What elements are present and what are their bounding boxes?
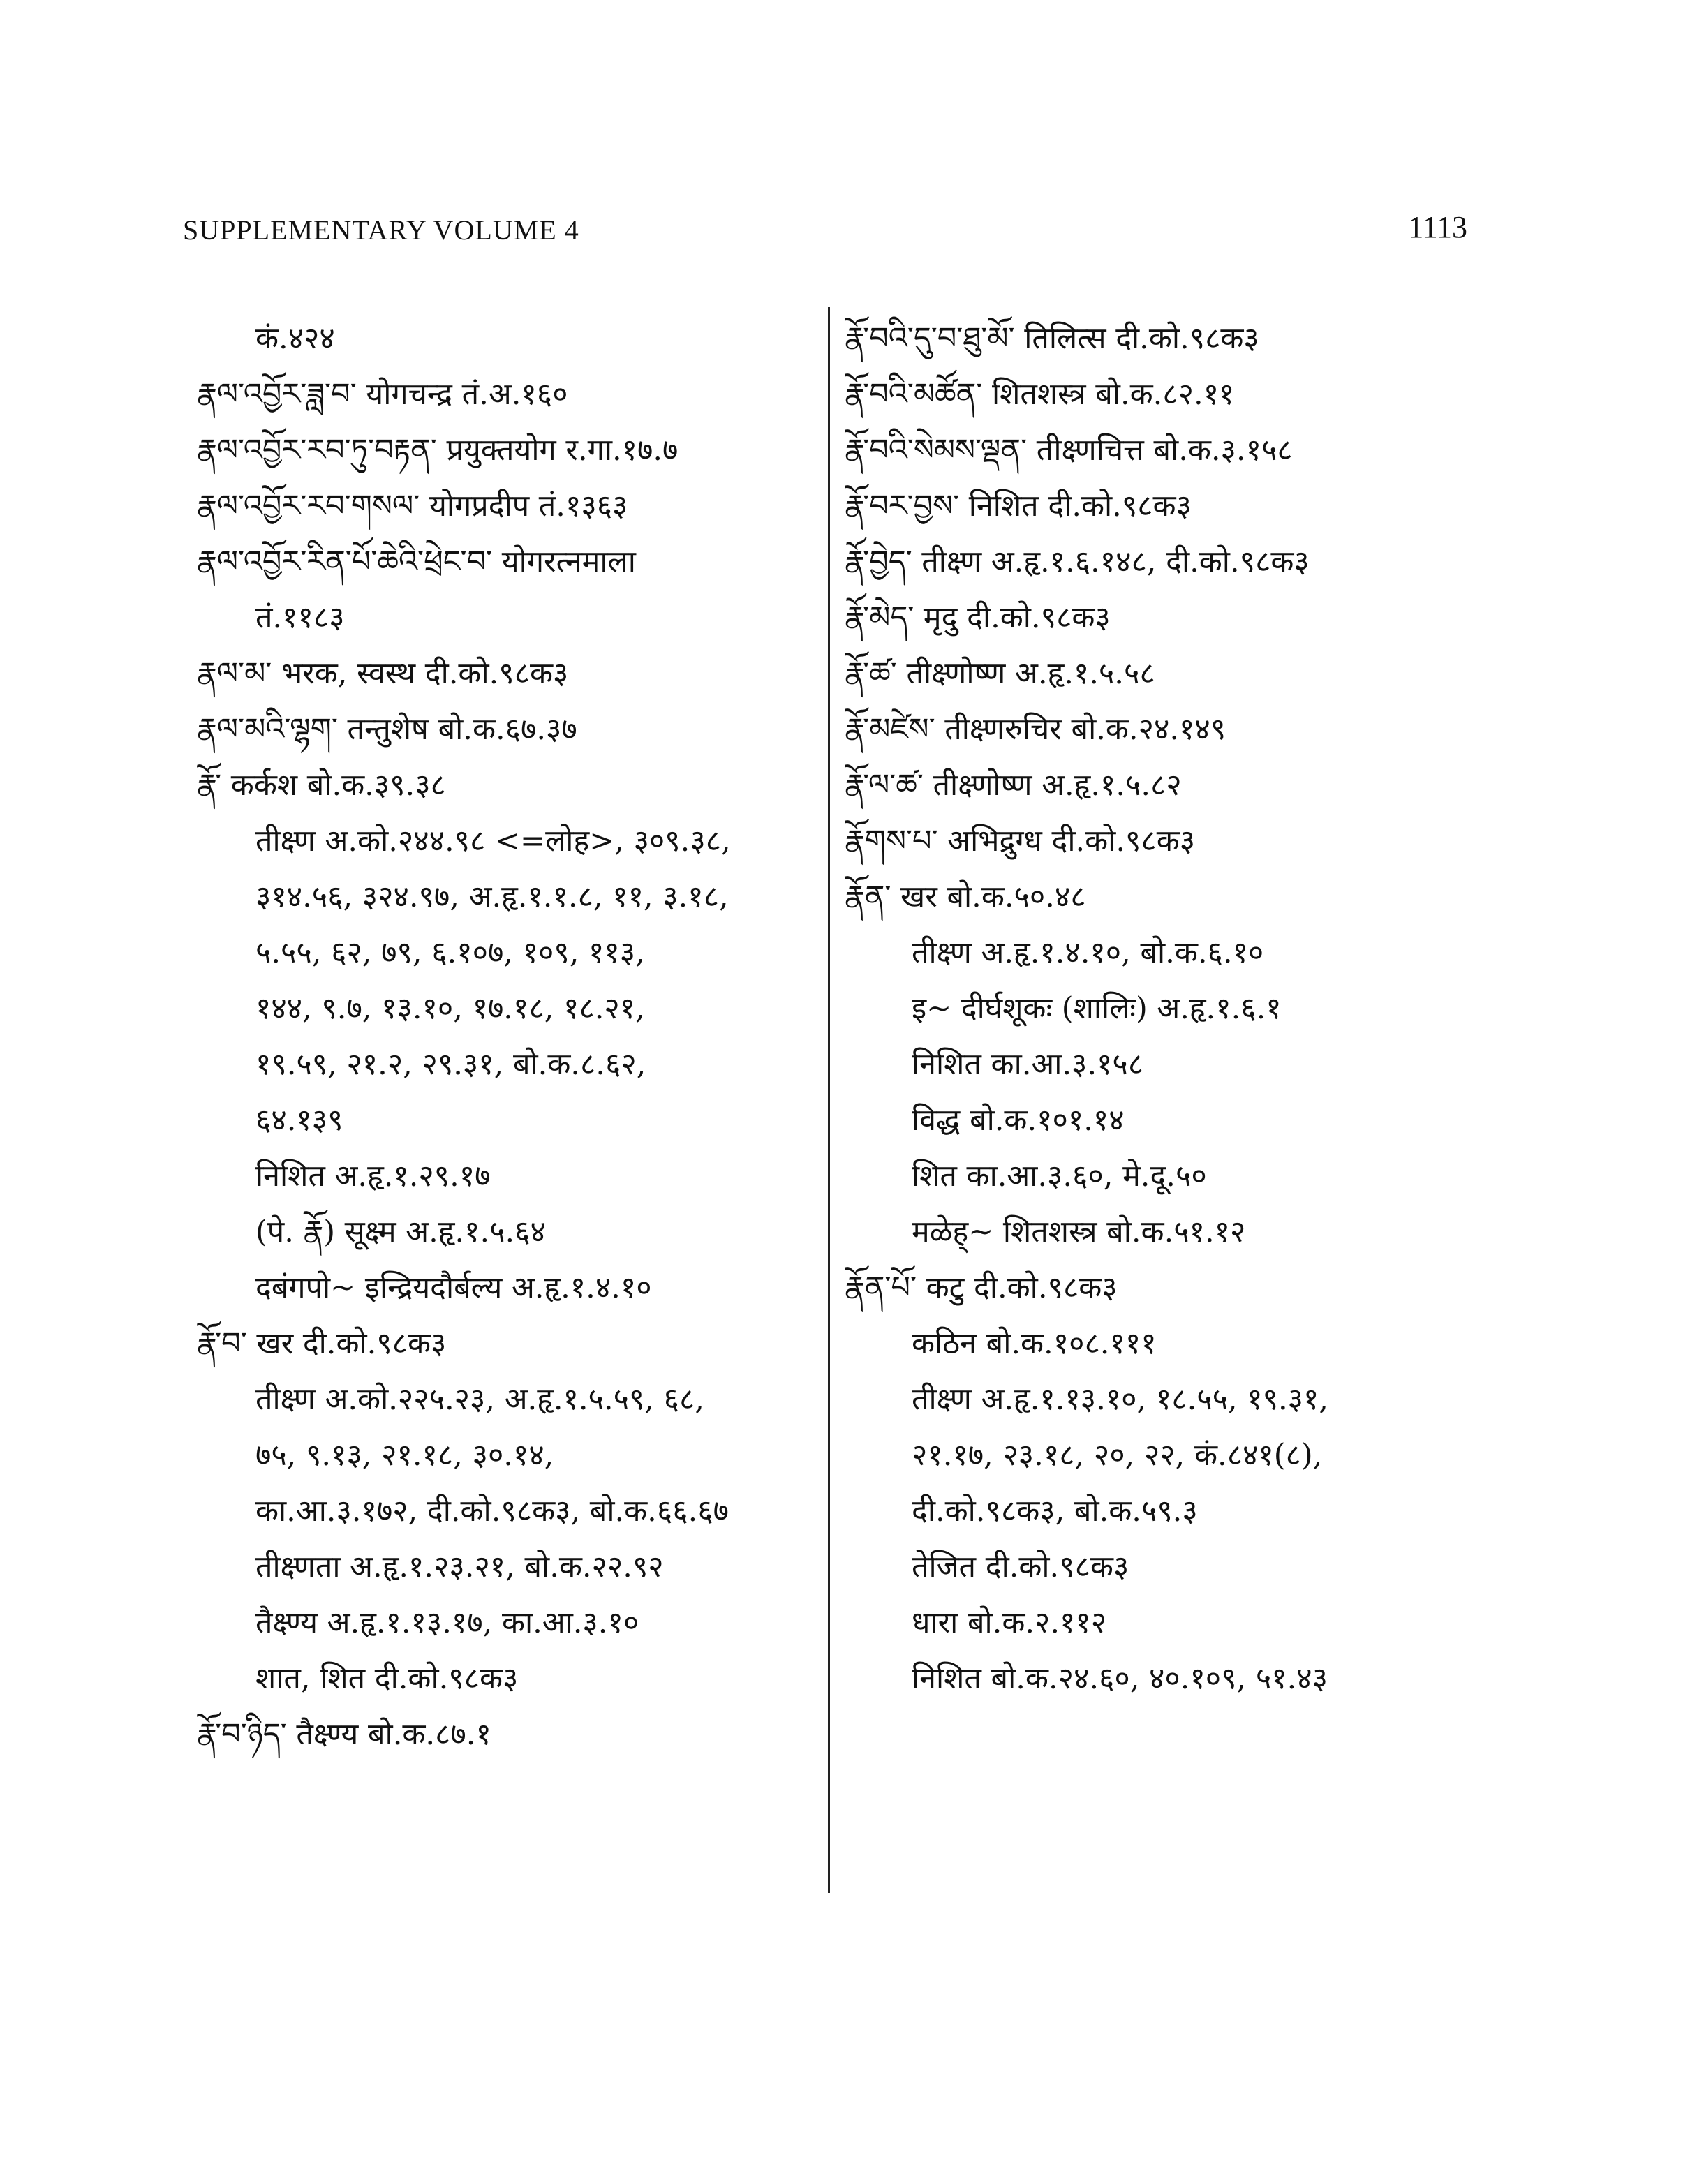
entry-line: कठिन बो.क.१०८.१११ — [912, 1326, 1157, 1361]
right-column — [845, 311, 1459, 1707]
column-divider — [828, 307, 830, 1893]
entry-line: ६४.१३९ — [255, 1103, 343, 1138]
entry-line: རྣོ་ कर्कश बो.क.३९.३८ — [197, 768, 446, 803]
entry-line: རྣོ་བ་ཉིད་ तैक्ष्ण्य बो.क.८७.१ — [197, 1717, 491, 1752]
entry-line: ३१४.५६, ३२४.९७, अ.हृ.१.१.८, ११, ३.१८, — [255, 879, 729, 914]
entry-line: मळेह्~ शितशस्त्र बो.क.५१.१२ — [912, 1214, 1246, 1249]
entry-line: ५.५५, ६२, ७९, ६.१०७, १०९, ११३, — [255, 935, 645, 970]
entry-line: རྣོ་ཚ་ तीक्ष्णोष्ण अ.हृ.१.५.५८ — [845, 656, 1155, 691]
left-column — [197, 311, 811, 1762]
entry-line: རྣོ་བའི་དུ་བ་ཐུ་མོ་ तिलित्स दी.को.९८क३ — [845, 321, 1259, 356]
entry-line: (पे. རྣོ) सूक्ष्म अ.हृ.१.५.६४ — [255, 1214, 546, 1249]
entry-line: ७५, ९.१३, २१.१८, ३०.१४, — [255, 1438, 554, 1473]
entry-line: རྣོན་ खर बो.क.५०.४८ — [845, 879, 1086, 914]
entry-line: རྣལ་མ་ भरक, स्वस्थ दी.को.९८क३ — [197, 656, 569, 691]
entry-line: विद्ध बो.क.१०१.१४ — [912, 1103, 1125, 1138]
entry-line: का.आ.३.१७२, दी.को.९८क३, बो.क.६६.६७ — [255, 1494, 729, 1529]
entry-line: तीक्ष्ण अ.हृ.१.१३.१०, १८.५५, १९.३१, — [912, 1382, 1329, 1417]
entry-line: རྣོ་མཛེས་ तीक्ष्णरुचिर बो.क.२४.१४९ — [845, 712, 1226, 747]
entry-line: རྣལ་མའི་ལྷག་ तन्तुशेष बो.क.६७.३७ — [197, 712, 577, 747]
entry-line: १९.५९, २१.२, २९.३१, बो.क.८.६२, — [255, 1047, 646, 1082]
entry-line: तीक्ष्ण अ.को.२४४.९८ <=लोह>, ३०९.३८, — [255, 824, 731, 859]
entry-line: རྣོ་ལ་ཚ་ तीक्ष्णोष्ण अ.हृ.१.५.८२ — [845, 768, 1182, 803]
entry-line: तीक्ष्णता अ.हृ.१.२३.२१, बो.क.२२.९२ — [255, 1550, 664, 1584]
entry-line: རྣོ་བའི་སེམས་ལྡན་ तीक्ष्णचित्त बो.क.३.१५८ — [845, 433, 1293, 468]
entry-line: तीक्ष्ण अ.हृ.१.४.१०, बो.क.६.१० — [912, 935, 1264, 970]
entry-line: རྣོ་བའི་མཚོན་ शितशस्त्र बो.क.८२.११ — [845, 377, 1235, 412]
entry-line: तैक्ष्ण्य अ.हृ.१.१३.१७, का.आ.३.१० — [255, 1605, 639, 1640]
entry-line: तीक्ष्ण अ.को.२२५.२३, अ.हृ.१.५.५९, ६८, — [255, 1382, 705, 1417]
entry-line: རྣལ་འབྱོར་རིན་པོ་ཆེའི་ཕྲེང་བ་ योगरत्नमाला — [197, 544, 636, 579]
page-header — [183, 209, 1467, 251]
entry-line: निशित का.आ.३.१५८ — [912, 1047, 1144, 1082]
entry-line: दबंगपो~ इन्द्रियदौर्बल्य अ.हृ.१.४.१० — [255, 1270, 652, 1305]
entry-line: རྣལ་འབྱོར་ཟླ་བ་ योगचन्द्र तं.अ.१६० — [197, 377, 568, 412]
entry-line: རྣལ་འབྱོར་རབ་ཏུ་བརྟན་ प्रयुक्तयोग र.गा.१७.७ — [197, 433, 679, 468]
entry-line: २१.१७, २३.१८, २०, २२, कं.८४१(८), — [912, 1438, 1323, 1473]
page-number: 1113 — [1408, 210, 1467, 244]
entry-line: རྣོན་པོ་ कटु दी.को.९८क३ — [845, 1270, 1118, 1305]
entry-line: दी.को.९८क३, बो.क.५९.३ — [912, 1494, 1198, 1529]
entry-line: རྣོ་བ་ खर दी.को.९८क३ — [197, 1326, 447, 1361]
entry-line: तेजित दी.को.९८क३ — [912, 1550, 1129, 1584]
entry-line: इ~ दीर्घशूकः (शालिः) अ.हृ.१.६.१ — [912, 991, 1282, 1026]
entry-line: धारा बो.क.२.११२ — [912, 1605, 1107, 1640]
entry-line: निशित अ.हृ.१.२९.१७ — [255, 1159, 491, 1194]
entry-line: १४४, ९.७, १३.१०, १७.१८, १८.२१, — [255, 991, 645, 1026]
entry-line: རྣོ་བར་བྱས་ निशित दी.को.९८क३ — [845, 489, 1192, 523]
entry-line: རྣལ་འབྱོར་རབ་གསལ་ योगप्रदीप तं.१३६३ — [197, 489, 628, 523]
entry-line: कं.४२४ — [255, 321, 335, 356]
entry-line: शित का.आ.३.६०, मे.दू.५० — [912, 1159, 1207, 1194]
entry-line: རྣོགས་པ་ अभिद्रुग्ध दी.को.९८क३ — [845, 824, 1196, 859]
running-head: SUPPLEMENTARY VOLUME 4 — [183, 214, 579, 246]
entry-line: རྣོ་མེད་ मृदु दी.को.९८क३ — [845, 600, 1111, 635]
entry-line: རྣོ་བྱེད་ तीक्ष्ण अ.हृ.१.६.१४८, दी.को.९८क३ — [845, 544, 1310, 579]
entry-line: निशित बो.क.२४.६०, ४०.१०९, ५१.४३ — [912, 1661, 1328, 1696]
entry-line: तं.११८३ — [255, 600, 345, 635]
entry-line: शात, शित दी.को.९८क३ — [255, 1661, 519, 1696]
